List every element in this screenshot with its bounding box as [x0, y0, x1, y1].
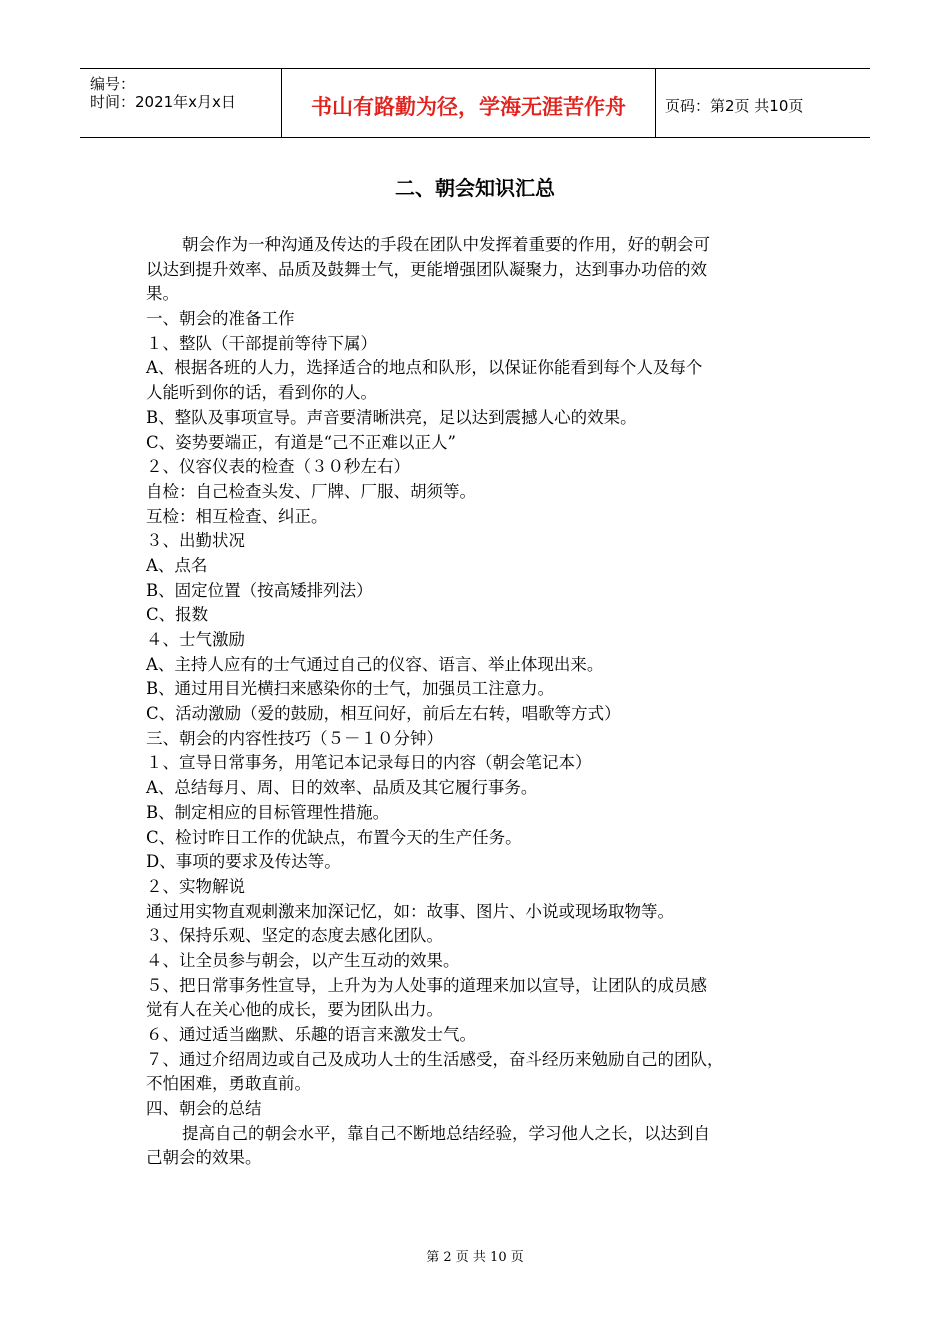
- body-line: ３、出勤状况: [146, 531, 245, 551]
- body-line: C、活动激励（爱的鼓励，相互问好，前后左右转，唱歌等方式）: [146, 704, 621, 724]
- page-indicator: 页码：第2页 共10页: [665, 97, 804, 115]
- body-line: C、姿势要端正，有道是“己不正难以正人”: [146, 432, 456, 452]
- section-heading: 四、朝会的总结: [146, 1099, 262, 1119]
- body-line: ４、士气激励: [146, 630, 245, 649]
- body-line: 人能听到你的话，看到你的人。: [146, 383, 377, 403]
- body-line: A、点名: [146, 555, 208, 575]
- motto-text: 书山有路勤为径，学海无涯苦作舟: [311, 95, 626, 119]
- body-line: 果。: [146, 284, 179, 304]
- body-line: ４、让全员参与朝会，以产生互动的效果。: [146, 950, 460, 970]
- body-line: １、宣导日常事务，用笔记本记录每日的内容（朝会笔记本）: [146, 753, 592, 773]
- body-line: ６、通过适当幽默、乐趣的语言来激发士气。: [146, 1025, 476, 1044]
- date-label: 时间：2021年x月x日: [90, 93, 236, 111]
- document-body: [146, 233, 826, 1171]
- header-meta: [80, 69, 280, 137]
- body-line: A、根据各班的人力，选择适合的地点和队形，以保证你能看到每个人及每个: [146, 358, 703, 378]
- body-line: 己朝会的效果。: [146, 1148, 262, 1168]
- document-header: [80, 68, 870, 138]
- header-motto-cell: [281, 69, 656, 137]
- body-line: B、固定位置（按高矮排列法）: [146, 580, 373, 600]
- body-line: 朝会作为一种沟通及传达的手段在团队中发挥着重要的作用，好的朝会可: [182, 235, 710, 254]
- body-line: 以达到提升效率、品质及鼓舞士气，更能增强团队凝聚力，达到事办功倍的效: [146, 259, 707, 279]
- body-line: A、主持人应有的士气通过自己的仪容、语言、举止体现出来。: [146, 654, 604, 674]
- body-line: ３、保持乐观、坚定的态度去感化团队。: [146, 926, 443, 946]
- body-line: ２、仪容仪表的检查（３０秒左右）: [146, 457, 410, 477]
- body-line: ５、把日常事务性宣导，上升为为人处事的道理来加以宣导，让团队的成员感: [146, 975, 707, 995]
- body-line: ７、通过介绍周边或自己及成功人士的生活感受，奋斗经历来勉励自己的团队，: [146, 1049, 724, 1069]
- body-line: 通过用实物直观刺激来加深记忆，如：故事、图片、小说或现场取物等。: [146, 901, 674, 921]
- body-line: １、整队（干部提前等待下属）: [146, 333, 377, 353]
- body-line: A、总结每月、周、日的效率、品质及其它履行事务。: [146, 778, 538, 798]
- body-line: B、制定相应的目标管理性措施。: [146, 802, 390, 822]
- body-line: 互检：相互检查、纠正。: [146, 506, 328, 526]
- body-line: B、通过用目光横扫来感染你的士气，加强员工注意力。: [146, 679, 555, 699]
- body-line: C、报数: [146, 605, 209, 625]
- body-line: B、整队及事项宣导。声音要清晰洪亮，足以达到震撼人心的效果。: [146, 407, 637, 427]
- body-line: C、检讨昨日工作的优缺点，布置今天的生产任务。: [146, 827, 522, 847]
- body-line: D、事项的要求及传达等。: [146, 852, 341, 872]
- section-heading: 一、朝会的准备工作: [146, 309, 295, 329]
- number-label: 编号：: [90, 75, 136, 93]
- body-line: 提高自己的朝会水平，靠自己不断地总结经验，学习他人之长，以达到自: [182, 1123, 710, 1143]
- body-line: 自检：自己检查头发、厂牌、厂服、胡须等。: [146, 481, 476, 501]
- section-heading: 三、朝会的内容性技巧（５－１０分钟）: [146, 728, 443, 748]
- page-footer: 第 2 页 共 10 页: [426, 1250, 524, 1265]
- body-line: ２、实物解说: [146, 876, 245, 896]
- document-title: 二、朝会知识汇总: [395, 176, 555, 200]
- body-line: 不怕困难，勇敢直前。: [146, 1074, 311, 1094]
- body-line: 觉有人在关心他的成长，要为团队出力。: [146, 1000, 443, 1020]
